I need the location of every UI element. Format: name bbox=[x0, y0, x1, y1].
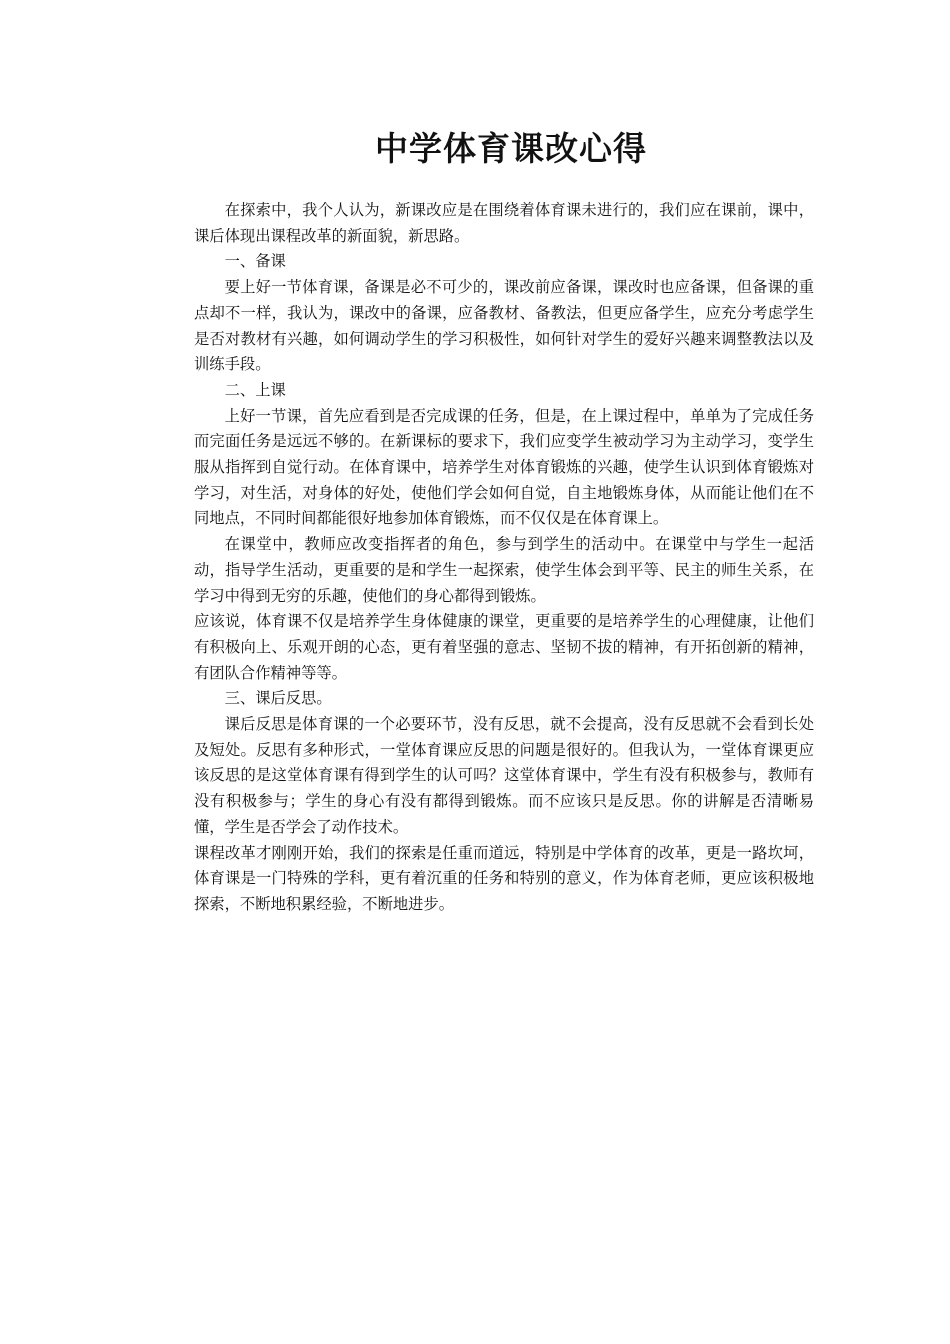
paragraph-teaching-2: 在课堂中，教师应改变指挥者的角色，参与到学生的活动中。在课堂中与学生一起活动，指导学生活动，更重要的是和学生一起探索，使学生体会到平等、民主的师生关系，在学习中得到无穷的乐趣，使他们的身心都得到锻炼。 bbox=[194, 535, 814, 605]
paragraph-reflection: 课后反思是体育课的一个必要环节，没有反思，就不会提高，没有反思就不会看到长处及短处。反思有多种形式，一堂体育课应反思的问题是很好的。但我认为，一堂体育课更应该反思的是这堂体育课有得到学生的认可吗？这堂体育课中，学生有没有积极参与，教师有没有积极参与；学生的身心有没有都得到锻炼。而不应该只是反思。你的讲解是否清晰易懂，学生是否学会了动作技术。 bbox=[194, 715, 814, 836]
paragraph-conclusion: 课程改革才刚刚开始，我们的探索是任重而道远，特别是中学体育的改革，更是一路坎坷，体育课是一门特殊的学科，更有着沉重的任务和特别的意义，作为体育老师，更应该积极地探索，不断地积累经验，不断地进步。 bbox=[194, 843, 814, 913]
document-body bbox=[194, 198, 814, 918]
section-heading-teaching: 二、上课 bbox=[224, 380, 286, 399]
paragraph-intro: 在探索中，我个人认为，新课改应是在围绕着体育课未进行的，我们应在课前，课中，课后体现出课程改革的新面貌，新思路。 bbox=[194, 201, 814, 245]
section-heading-reflection: 三、课后反思。 bbox=[224, 689, 332, 708]
paragraph-lesson-prep: 要上好一节体育课，备课是必不可少的，课改前应备课，课改时也应备课，但备课的重点却不一样，我认为，课改中的备课，应备教材、备教法，但更应备学生，应充分考虑学生是否对教材有兴趣，如何调动学生的学习积极性，如何针对学生的爱好兴趣来调整教法以及训练手段。 bbox=[194, 278, 814, 374]
section-heading-lesson-prep: 一、备课 bbox=[224, 252, 286, 271]
paragraph-teaching-3: 应该说，体育课不仅是培养学生身体健康的课堂，更重要的是培养学生的心理健康，让他们有积极向上、乐观开朗的心态，更有着坚强的意志、坚韧不拔的精神，有开拓创新的精神，有团队合作精神等等。 bbox=[194, 612, 814, 682]
page-title: 中学体育课改心得 bbox=[375, 129, 647, 168]
paragraph-teaching-1: 上好一节课，首先应看到是否完成课的任务，但是，在上课过程中，单单为了完成任务而完面任务是远远不够的。在新课标的要求下，我们应变学生被动学习为主动学习，变学生服从指挥到自觉行动。在体育课中，培养学生对体育锻炼的兴趣，使学生认识到体育锻炼对学习，对生活，对身体的好处，使他们学会如何自觉，自主地锻炼身体，从而能让他们在不同地点，不同时间都能很好地参加体育锻炼，而不仅仅是在体育课上。 bbox=[194, 406, 814, 528]
